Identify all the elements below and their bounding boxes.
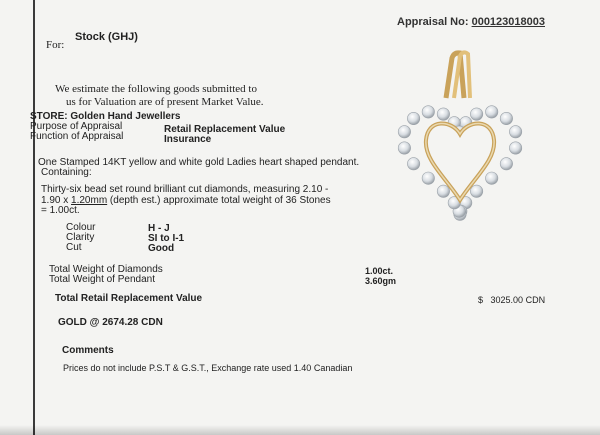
store-name: STORE: Golden Hand Jewellers: [30, 111, 181, 122]
pendant-weight-value: 3.60gm: [365, 276, 397, 286]
diamond-stone: [470, 108, 482, 120]
appraisal-number-value: 000123018003: [471, 16, 545, 28]
for-value: Stock (GHJ): [75, 31, 138, 43]
diamond-stone: [437, 108, 449, 120]
diamond-stone: [486, 172, 498, 184]
colour-value: H - J: [148, 223, 170, 234]
diamond-description-1: Thirty-six bead set round brilliant cut diamonds, measuring 2.10 -: [41, 184, 329, 195]
function-value: Insurance: [164, 134, 212, 145]
diamond-stone: [407, 158, 419, 170]
diamond-stone: [422, 172, 434, 184]
comments-heading: Comments: [62, 345, 114, 356]
diamond-stone: [407, 112, 419, 124]
diamond-stone: [470, 185, 482, 197]
appraisal-number-label: Appraisal No:: [397, 16, 469, 28]
diamond-stone: [500, 112, 512, 124]
clarity-label: Clarity: [66, 232, 95, 243]
diamond-stone: [437, 185, 449, 197]
intro-line-2: us for Valuation are of present Market Value.: [66, 96, 264, 108]
heart-pendant-photo: [390, 50, 530, 240]
gold-price: GOLD @ 2674.28 CDN: [58, 317, 163, 328]
containing-label: Containing:: [41, 167, 92, 178]
colour-label: Colour: [66, 222, 96, 233]
diamond-description-3: = 1.00ct.: [41, 205, 80, 216]
clarity-value: SI to I-1: [148, 233, 185, 244]
diamond-stone: [509, 126, 521, 138]
cut-value: Good: [148, 243, 175, 254]
diamond-stone: [486, 106, 498, 118]
left-border-line: [33, 0, 35, 435]
currency-symbol: $: [478, 295, 484, 305]
function-label: Function of Appraisal: [30, 131, 124, 142]
diamond-stone: [398, 126, 410, 138]
diamond-stone: [500, 158, 512, 170]
purpose-value: Retail Replacement Value: [164, 124, 286, 135]
for-label: For:: [46, 39, 65, 51]
appraisal-number-row: [397, 16, 545, 28]
diamond-weight-label: Total Weight of Diamonds: [49, 264, 163, 275]
diamond-depth: 1.20mm: [71, 195, 108, 206]
total-value-row: [478, 295, 545, 305]
diamond-description-2: [41, 195, 331, 206]
total-value-label: Total Retail Replacement Value: [55, 293, 203, 304]
item-description: One Stamped 14KT yellow and white gold Ladies heart shaped pendant.: [38, 157, 360, 168]
diamond-weight-value: 1.00ct.: [365, 266, 394, 276]
diamond-measure-a: 1.90 x: [41, 195, 72, 206]
cut-label: Cut: [66, 242, 82, 253]
diamond-stone: [422, 106, 434, 118]
diamond-measure-b: (depth est.) approximate total weight of 36 Stones: [107, 195, 331, 206]
diamond-stone: [398, 142, 410, 154]
comments-text: Prices do not include P.S.T & G.S.T., Exchange rate used 1.40 Canadian: [63, 363, 353, 373]
intro-line-1: We estimate the following goods submitted to: [55, 83, 257, 95]
total-value: 3025.00 CDN: [490, 295, 546, 305]
pendant-weight-label: Total Weight of Pendant: [49, 274, 155, 285]
diamond-stone: [509, 142, 521, 154]
purpose-label: Purpose of Appraisal: [30, 121, 123, 132]
bottom-shadow: [0, 425, 600, 435]
